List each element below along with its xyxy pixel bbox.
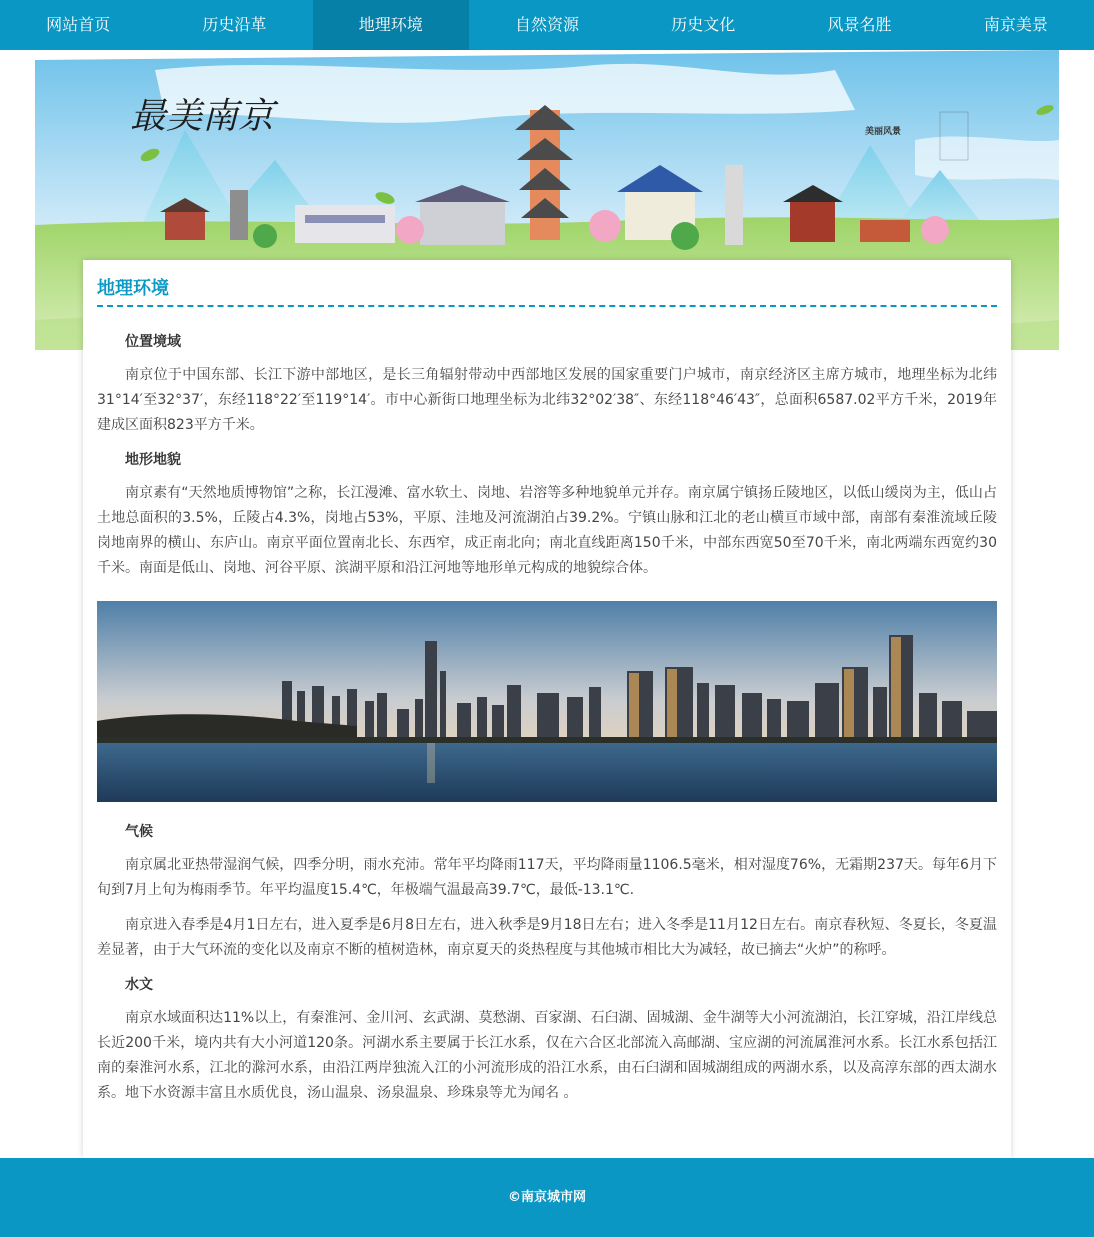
paragraph-terrain: 南京素有“天然地质博物馆”之称，长江漫滩、富水软土、岗地、岩溶等多种地貌单元并存。南京属宁镇扬丘陵地区，以低山缓岗为主，低山占土地总面积的3.5%，丘陵占4.3%，岗地占53%，平原、洼地及河流湖泊占39.2%。宁镇山脉和江北的老山横亘市域中部，南部有秦淮流域丘陵岗地南界的横山、东庐山。南京平面位置南北长、东西窄，成正南北向；南北直线距离150千米，中部东西宽50至70千米，南北两端东西宽约30千米。南面是低山、岗地、河谷平原、滨湖平原和沿江河地等地形单元构成的地貌综合体。 — [97, 485, 997, 576]
nav-item-culture[interactable]: 历史文化 — [671, 15, 736, 34]
nav-item-home[interactable]: 网站首页 — [46, 15, 111, 34]
paragraph-climate-1: 南京属北亚热带湿润气候，四季分明，雨水充沛。常年平均降雨117天，平均降雨量1106.5毫米，相对湿度76%，无霜期237天。每年6月下旬到7月上旬为梅雨季节。年平均温度15.4℃，年极端气温最高39.7℃，最低-13.1℃. — [97, 857, 997, 898]
footer-copyright: ©南京城市网 — [507, 1190, 586, 1205]
nav-item-geography[interactable]: 地理环境 — [313, 0, 469, 50]
content-panel — [83, 260, 1011, 1158]
paragraph-hydrology: 南京水域面积达11%以上，有秦淮河、金川河、玄武湖、莫愁湖、百家湖、石臼湖、固城湖、金牛湖等大小河流湖泊，长江穿城，沿江岸线总长近200千米，境内共有大小河道120条。河湖水系主要属于长江水系，仅在六合区北部流入高邮湖、宝应湖的河流属淮河水系。长江水系包括江南的秦淮河水系，江北的滁河水系，由沿江两岸独流入江的小河流形成的沿江水系，由石臼湖和固城湖组成的两湖水系，以及高淳东部的西太湖水系。地下水资源丰富且水质优良，汤山温泉、汤泉温泉、珍珠泉等尤为闻名 。 — [97, 1010, 997, 1101]
heading-terrain: 地形地貌 — [125, 452, 181, 468]
nav-item-beauty[interactable]: 南京美景 — [983, 15, 1048, 34]
top-nav — [0, 0, 1094, 50]
heading-location: 位置境域 — [125, 334, 181, 350]
nav-item-resources[interactable]: 自然资源 — [514, 15, 579, 34]
banner-calligraphy: 最美南京 — [130, 96, 275, 137]
footer — [0, 1158, 1094, 1237]
banner-tag: 美丽风景 — [865, 127, 902, 137]
article-body — [97, 322, 997, 1116]
page-title: 地理环境 — [97, 278, 169, 299]
nav-item-history[interactable]: 历史沿革 — [202, 15, 267, 34]
paragraph-climate-2: 南京进入春季是4月1日左右，进入夏季是6月8日左右，进入秋季是9月18日左右；进入冬季是11月12日左右。南京春秋短、冬夏长，冬夏温差显著，由于大气环流的变化以及南京不断的植树造林，南京夏天的炎热程度与其他城市相比大为减轻，故已摘去“火炉”的称呼。 — [97, 917, 997, 958]
title-divider — [97, 305, 997, 307]
heading-hydrology: 水文 — [125, 977, 153, 993]
paragraph-location: 南京位于中国东部、长江下游中部地区，是长三角辐射带动中西部地区发展的国家重要门户城市，南京经济区主席方城市，地理坐标为北纬31°14′至32°37′，东经118°22′至119°14′。市中心新街口地理坐标为北纬32°02′38″、东经118°46′43″，总面积6587.02平方千米，2019年建成区面积823平方千米。 — [97, 367, 997, 433]
heading-climate: 气候 — [125, 824, 153, 840]
nav-item-scenery[interactable]: 风景名胜 — [827, 15, 892, 34]
city-skyline-image — [97, 601, 997, 802]
